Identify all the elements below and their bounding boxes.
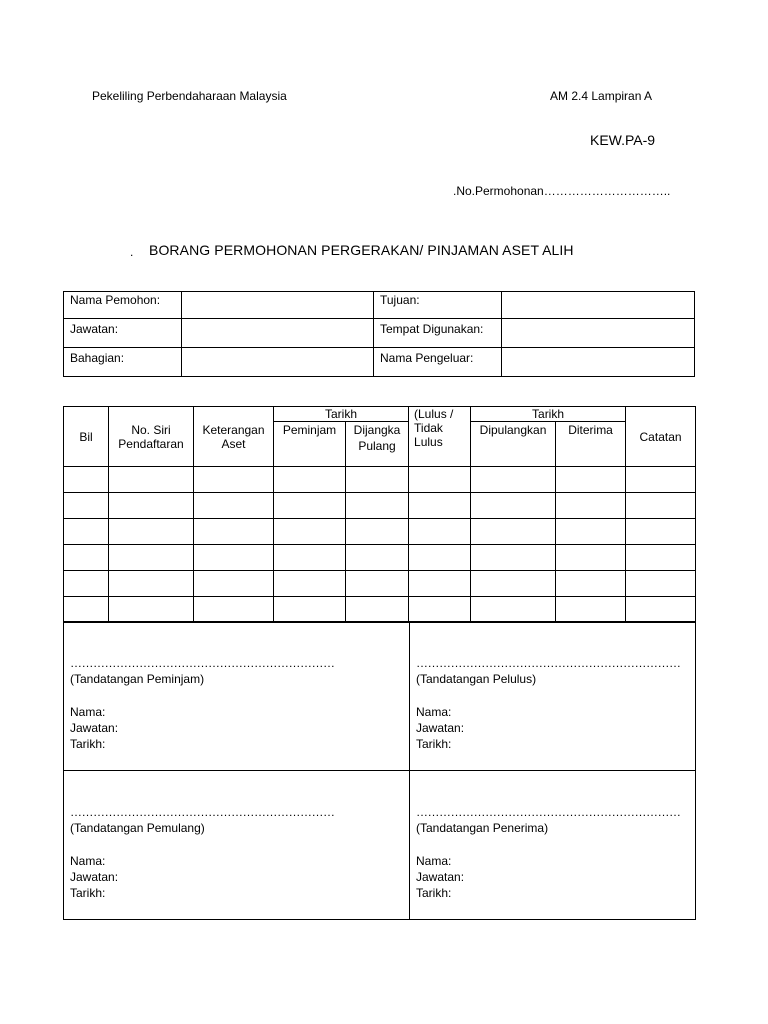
form-title: BORANG PERMOHONAN PERGERAKAN/ PINJAMAN ASET ALIH [149,242,574,258]
table-cell[interactable] [626,545,696,571]
table-cell[interactable] [274,519,346,545]
col-keterangan-line2: Aset [221,436,246,451]
table-cell[interactable] [409,571,471,597]
table-cell[interactable] [626,467,696,493]
circular-title: Pekeliling Perbendaharaan Malaysia [92,89,287,103]
table-cell[interactable] [556,571,626,597]
table-cell[interactable] [556,467,626,493]
table-cell[interactable] [194,493,274,519]
table-cell[interactable] [471,467,556,493]
col-tarikh-group-2: Tarikh [471,407,626,422]
table-cell[interactable] [471,571,556,597]
issuer-name-label: Nama Pengeluar: [374,348,502,377]
table-cell[interactable] [471,597,556,623]
application-number: .No.Permohonan………………………….. [453,184,671,198]
col-siri-line2: Pendaftaran [118,436,184,451]
table-cell[interactable] [194,597,274,623]
purpose-label: Tujuan: [374,292,502,319]
issuer-name-field[interactable] [502,348,695,377]
table-cell[interactable] [109,467,194,493]
table-cell[interactable] [556,519,626,545]
table-cell[interactable] [274,545,346,571]
col-bil-label: Bil [79,429,93,444]
col-peminjam [274,422,346,467]
col-dijangka-line2: Pulang [358,439,396,453]
col-lulus [409,407,471,467]
table-cell[interactable] [346,545,409,571]
applicant-info-table [63,291,695,377]
approver-signature-block[interactable] [410,622,696,771]
table-cell[interactable] [409,519,471,545]
table-cell[interactable] [346,597,409,623]
table-row [64,571,696,597]
signature-table [63,621,696,920]
receiver-signature-block[interactable] [410,771,696,920]
table-cell[interactable] [346,571,409,597]
table-row [64,545,696,571]
purpose-field[interactable] [502,292,695,319]
position-label: Jawatan: [64,319,182,348]
table-cell[interactable] [64,545,109,571]
place-used-label: Tempat Digunakan: [374,319,502,348]
table-cell[interactable] [194,571,274,597]
receiver-signature-label: (Tandatangan Penerima) [416,821,549,835]
signature-line: …………………………………………………………… [70,656,335,670]
table-cell[interactable] [194,467,274,493]
division-label: Bahagian: [64,348,182,377]
returner-signature-label: (Tandatangan Pemulang) [70,821,205,835]
signature-line: …………………………………………………………… [416,656,681,670]
table-cell[interactable] [274,597,346,623]
signature-line: …………………………………………………………… [416,805,681,819]
table-cell[interactable] [626,571,696,597]
col-lulus-line3: Lulus [414,435,443,449]
table-cell[interactable] [109,545,194,571]
col-keterangan-line1: Keterangan [202,422,265,437]
date-label: Tarikh: [416,737,452,751]
table-cell[interactable] [64,467,109,493]
applicant-name-field[interactable] [182,292,374,319]
col-siri [109,407,194,467]
table-cell[interactable] [626,519,696,545]
signature-line: …………………………………………………………… [70,805,335,819]
col-lulus-line2: Tidak [414,421,443,435]
col-peminjam-label: Peminjam [282,423,337,437]
name-label: Nama: [70,705,106,719]
col-tarikh-group-1: Tarikh [274,407,409,422]
date-label: Tarikh: [416,886,452,900]
table-row [64,597,696,623]
col-keterangan [194,407,274,467]
table-cell[interactable] [109,571,194,597]
table-row [64,493,696,519]
applicant-name-label: Nama Pemohon: [64,292,182,319]
table-cell[interactable] [109,493,194,519]
col-dipulangkan [471,422,556,467]
position-label: Jawatan: [70,870,119,884]
col-catatan [626,407,696,467]
col-dipulangkan-label: Dipulangkan [479,423,547,437]
name-label: Nama: [70,854,106,868]
table-cell[interactable] [556,597,626,623]
table-cell[interactable] [64,493,109,519]
table-cell[interactable] [194,545,274,571]
table-cell[interactable] [556,545,626,571]
position-field[interactable] [182,319,374,348]
place-used-field[interactable] [502,319,695,348]
name-label: Nama: [416,705,452,719]
table-cell[interactable] [346,493,409,519]
position-label: Jawatan: [70,721,119,735]
table-cell[interactable] [274,493,346,519]
table-cell[interactable] [194,519,274,545]
col-dijangka-line1: Dijangka [353,423,401,437]
date-label: Tarikh: [70,886,106,900]
table-cell[interactable] [346,467,409,493]
col-dijangka [346,422,409,467]
col-diterima [556,422,626,467]
returner-signature-block[interactable] [64,771,410,920]
form-code: KEW.PA-9 [590,132,656,148]
borrower-signature-block[interactable] [64,622,410,771]
table-cell[interactable] [626,493,696,519]
table-cell[interactable] [409,493,471,519]
table-cell[interactable] [471,519,556,545]
reference-number: AM 2.4 Lampiran A [550,89,653,103]
table-cell[interactable] [471,493,556,519]
name-label: Nama: [416,854,452,868]
position-label: Jawatan: [416,870,465,884]
table-cell[interactable] [274,571,346,597]
table-cell[interactable] [409,467,471,493]
table-cell[interactable] [471,545,556,571]
table-cell[interactable] [409,597,471,623]
table-row [64,467,696,493]
table-cell[interactable] [274,467,346,493]
borrower-signature-label: (Tandatangan Peminjam) [70,672,205,686]
table-cell[interactable] [64,571,109,597]
table-cell[interactable] [626,597,696,623]
table-cell[interactable] [346,519,409,545]
col-siri-line1: No. Siri [131,422,171,437]
table-cell[interactable] [109,519,194,545]
table-cell[interactable] [64,519,109,545]
table-cell[interactable] [109,597,194,623]
table-cell[interactable] [556,493,626,519]
table-cell[interactable] [64,597,109,623]
col-lulus-line1: (Lulus / [414,407,454,421]
col-catatan-label: Catatan [639,429,682,444]
col-bil [64,407,109,467]
position-label: Jawatan: [416,721,465,735]
approver-signature-label: (Tandatangan Pelulus) [416,672,537,686]
title-bullet: . [130,245,134,259]
col-diterima-label: Diterima [568,423,613,437]
date-label: Tarikh: [70,737,106,751]
table-cell[interactable] [409,545,471,571]
division-field[interactable] [182,348,374,377]
table-row [64,519,696,545]
asset-table [63,406,696,623]
